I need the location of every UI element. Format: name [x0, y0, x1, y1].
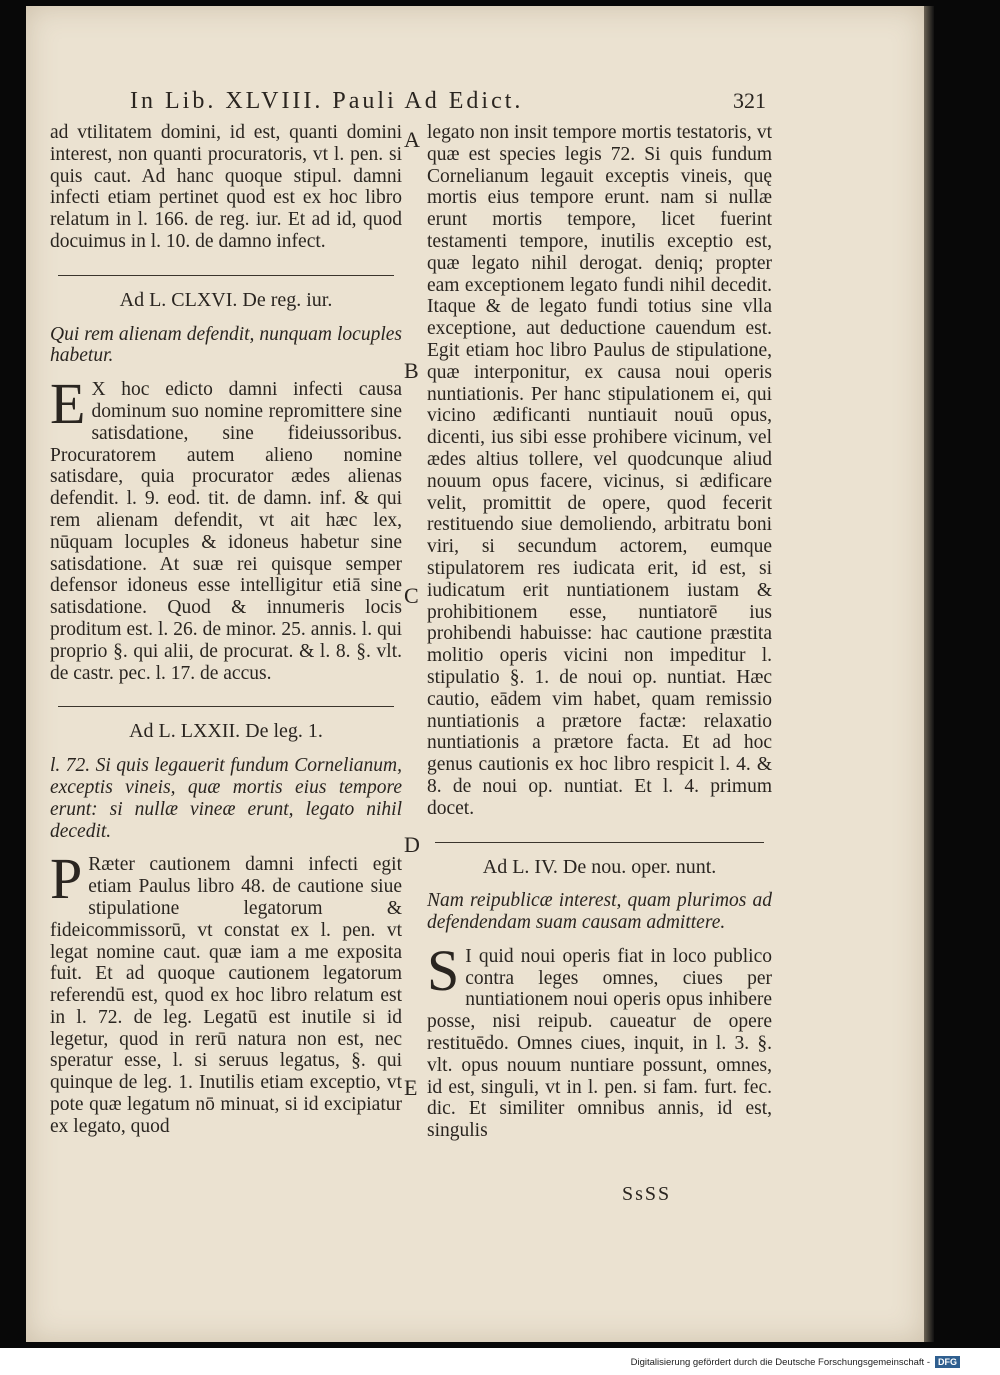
left-column — [50, 122, 402, 1146]
lemma-text: Nam reipublicæ interest, quam plurimos ad defendendam suam causam admittere. — [427, 890, 772, 934]
catchword: SsSS — [622, 1183, 672, 1205]
running-title: In Lib. XLVIII. Pauli Ad Edict. — [130, 88, 524, 114]
section-divider — [58, 706, 394, 707]
margin-letter-b: B — [404, 358, 419, 383]
margin-letter-c: C — [404, 583, 419, 608]
right-paragraph-2 — [427, 937, 772, 1142]
margin-letter-d: D — [404, 832, 420, 857]
lemma-text: l. 72. Si quis legauerit fundum Cornelianum, exceptis vineis, quæ mortis eius tempore erunt: si nullæ vineæ erunt, legato nihil decedit. — [50, 755, 402, 842]
left-paragraph-2 — [50, 371, 402, 684]
digitization-credit — [631, 1356, 960, 1368]
right-paragraph-1: legato non insit tempore mortis testatoris, vt quæ est species legis 72. Si quis fundum Cornelianum legauit exceptis vineis, quę mortis eius tempore erunt. nam si nullæ erunt mortis tempore, licet fuerint testamenti tempore, inutilis exceptio est, quæ legato nihil derogat. deniq; propter eam exceptionem legato fundi nihil decedit. Itaque & de legato fundi totius sine vlla exceptione, aut deductione cauendum est. Egit etiam hoc libro Paulus de stipulatione, quæ interponitur, ex causa noui operis nuntiationis. Per hanc stipulationem ei, qui vicino ædificanti nuntiauit nouū opus, dicenti, ius sibi esse prohibere vicinum, vel ædes altius tollere, vel quodcunque aliud nouum opus facere, vicinus, si ædificare velit, promittit de opere, quod fecerit restituendo siue demoliendo, arbitratu boni viri, si secundum actorem, eumque stipulatorem res iudicata erit, id est, si iudicatum erit nuntiationem iustam & prohibitionem esse, nuntiatorē ius prohibendi habuisse: hac cautione præstita molitio operis vicini non impeditur l. stipulatio §. 1. de noui op. nuntiat. Hæc cautio, eādem vim habet, quam remissio nuntiationis a prætore factæ: relaxatio nuntiationis a prætore facta. Et ad hoc genus cautionis ex hoc libro respicit l. 4. & 8. de noui op. nuntiat. Et l. 4. primum docet. — [427, 122, 772, 819]
drop-cap: P — [50, 846, 83, 912]
section-heading-lxxii: Ad L. LXXII. De leg. 1. — [129, 720, 323, 743]
page-number: 321 — [733, 88, 766, 113]
right-column — [427, 122, 772, 1150]
left-paragraph-1: ad vtilitatem domini, id est, quanti domini interest, non quanti procuratoris, vt l. pen. si quis caut. Ad hanc quoque stipul. damni infecti etiam pertinet quod est ex hoc libro relatum in l. 166. de reg. iur. Et ad id, quod docuimus in l. 10. de damno infect. — [50, 122, 402, 252]
dfg-logo-icon: DFG — [935, 1356, 960, 1368]
margin-letter-a: A — [404, 127, 420, 152]
paragraph-body: I quid noui operis fiat in loco publico contra leges omnes, ciues per nuntiationem noui operis opus inhibere posse, nisi reipub. caueatur de opere restituēdo. Omnes ciues, inquit, in l. 3. §. vlt. opus nouum nuntiare possunt, omnes, id est, singuli, vt in l. pen. si fam. furt. fec. dic. Et similiter omnibus annis, id est, singulis — [427, 945, 772, 1142]
page-edge-shadow — [924, 6, 934, 1342]
section-divider — [58, 275, 394, 276]
credit-text: Digitalisierung gefördert durch die Deutsche Forschungsgemeinschaft - — [630, 1356, 930, 1368]
paragraph-body: X hoc edicto damni infecti causa dominum suo nomine repromittere sine satisdatione, sine fideiussoribus. Procuratorem autem alieno nomine satisdare, quia procurator ædes alienas defendit. l. 9. eod. tit. de damn. inf. & qui rem alienam defendit, vt ait hæc lex, nūquam locuples & idoneus habetur sine satisdatione. At suæ rei quisque semper defensor idoneus esse intelligitur etiā sine satisdatione. Quod & innumeris locis proditum est. l. 26. de minor. 25. annis. l. qui proprio §. qui alii, de procurat. & l. 8. §. vlt. de castr. pec. l. 17. de accus. — [50, 379, 402, 684]
paragraph-body: Ræter cautionem damni infecti egit etiam Paulus libro 48. de cautione siue stipulatione legatorum & fideicommissorū, vt constat ex l. pen. vt legat nomine caut. quæ iam a me exposita fuit. Et ad quoque cautionem legatorum referendū est, quod ex hoc libro relatum est in l. 72. de leg. Legatū est inutile si id legetur, quod in rerū natura non est, nec speratur esse, l. si seruus legatus, §. qui quinque de leg. 1. Inutilis etiam exceptio, vt pote quæ legatum nō minuat, si id excipiatur ex legato, quod — [50, 854, 402, 1137]
drop-cap: E — [50, 371, 86, 437]
lemma-text: Qui rem alienam defendit, nunquam locuples habetur. — [50, 323, 402, 367]
drop-cap: S — [427, 937, 460, 1003]
section-heading-lxvi: Ad L. CLXVI. De reg. iur. — [119, 288, 333, 311]
section-heading-iv: Ad L. IV. De nou. oper. nunt. — [482, 855, 717, 878]
left-paragraph-3 — [50, 846, 402, 1137]
section-divider — [435, 842, 764, 843]
margin-letter-e: E — [404, 1075, 418, 1100]
